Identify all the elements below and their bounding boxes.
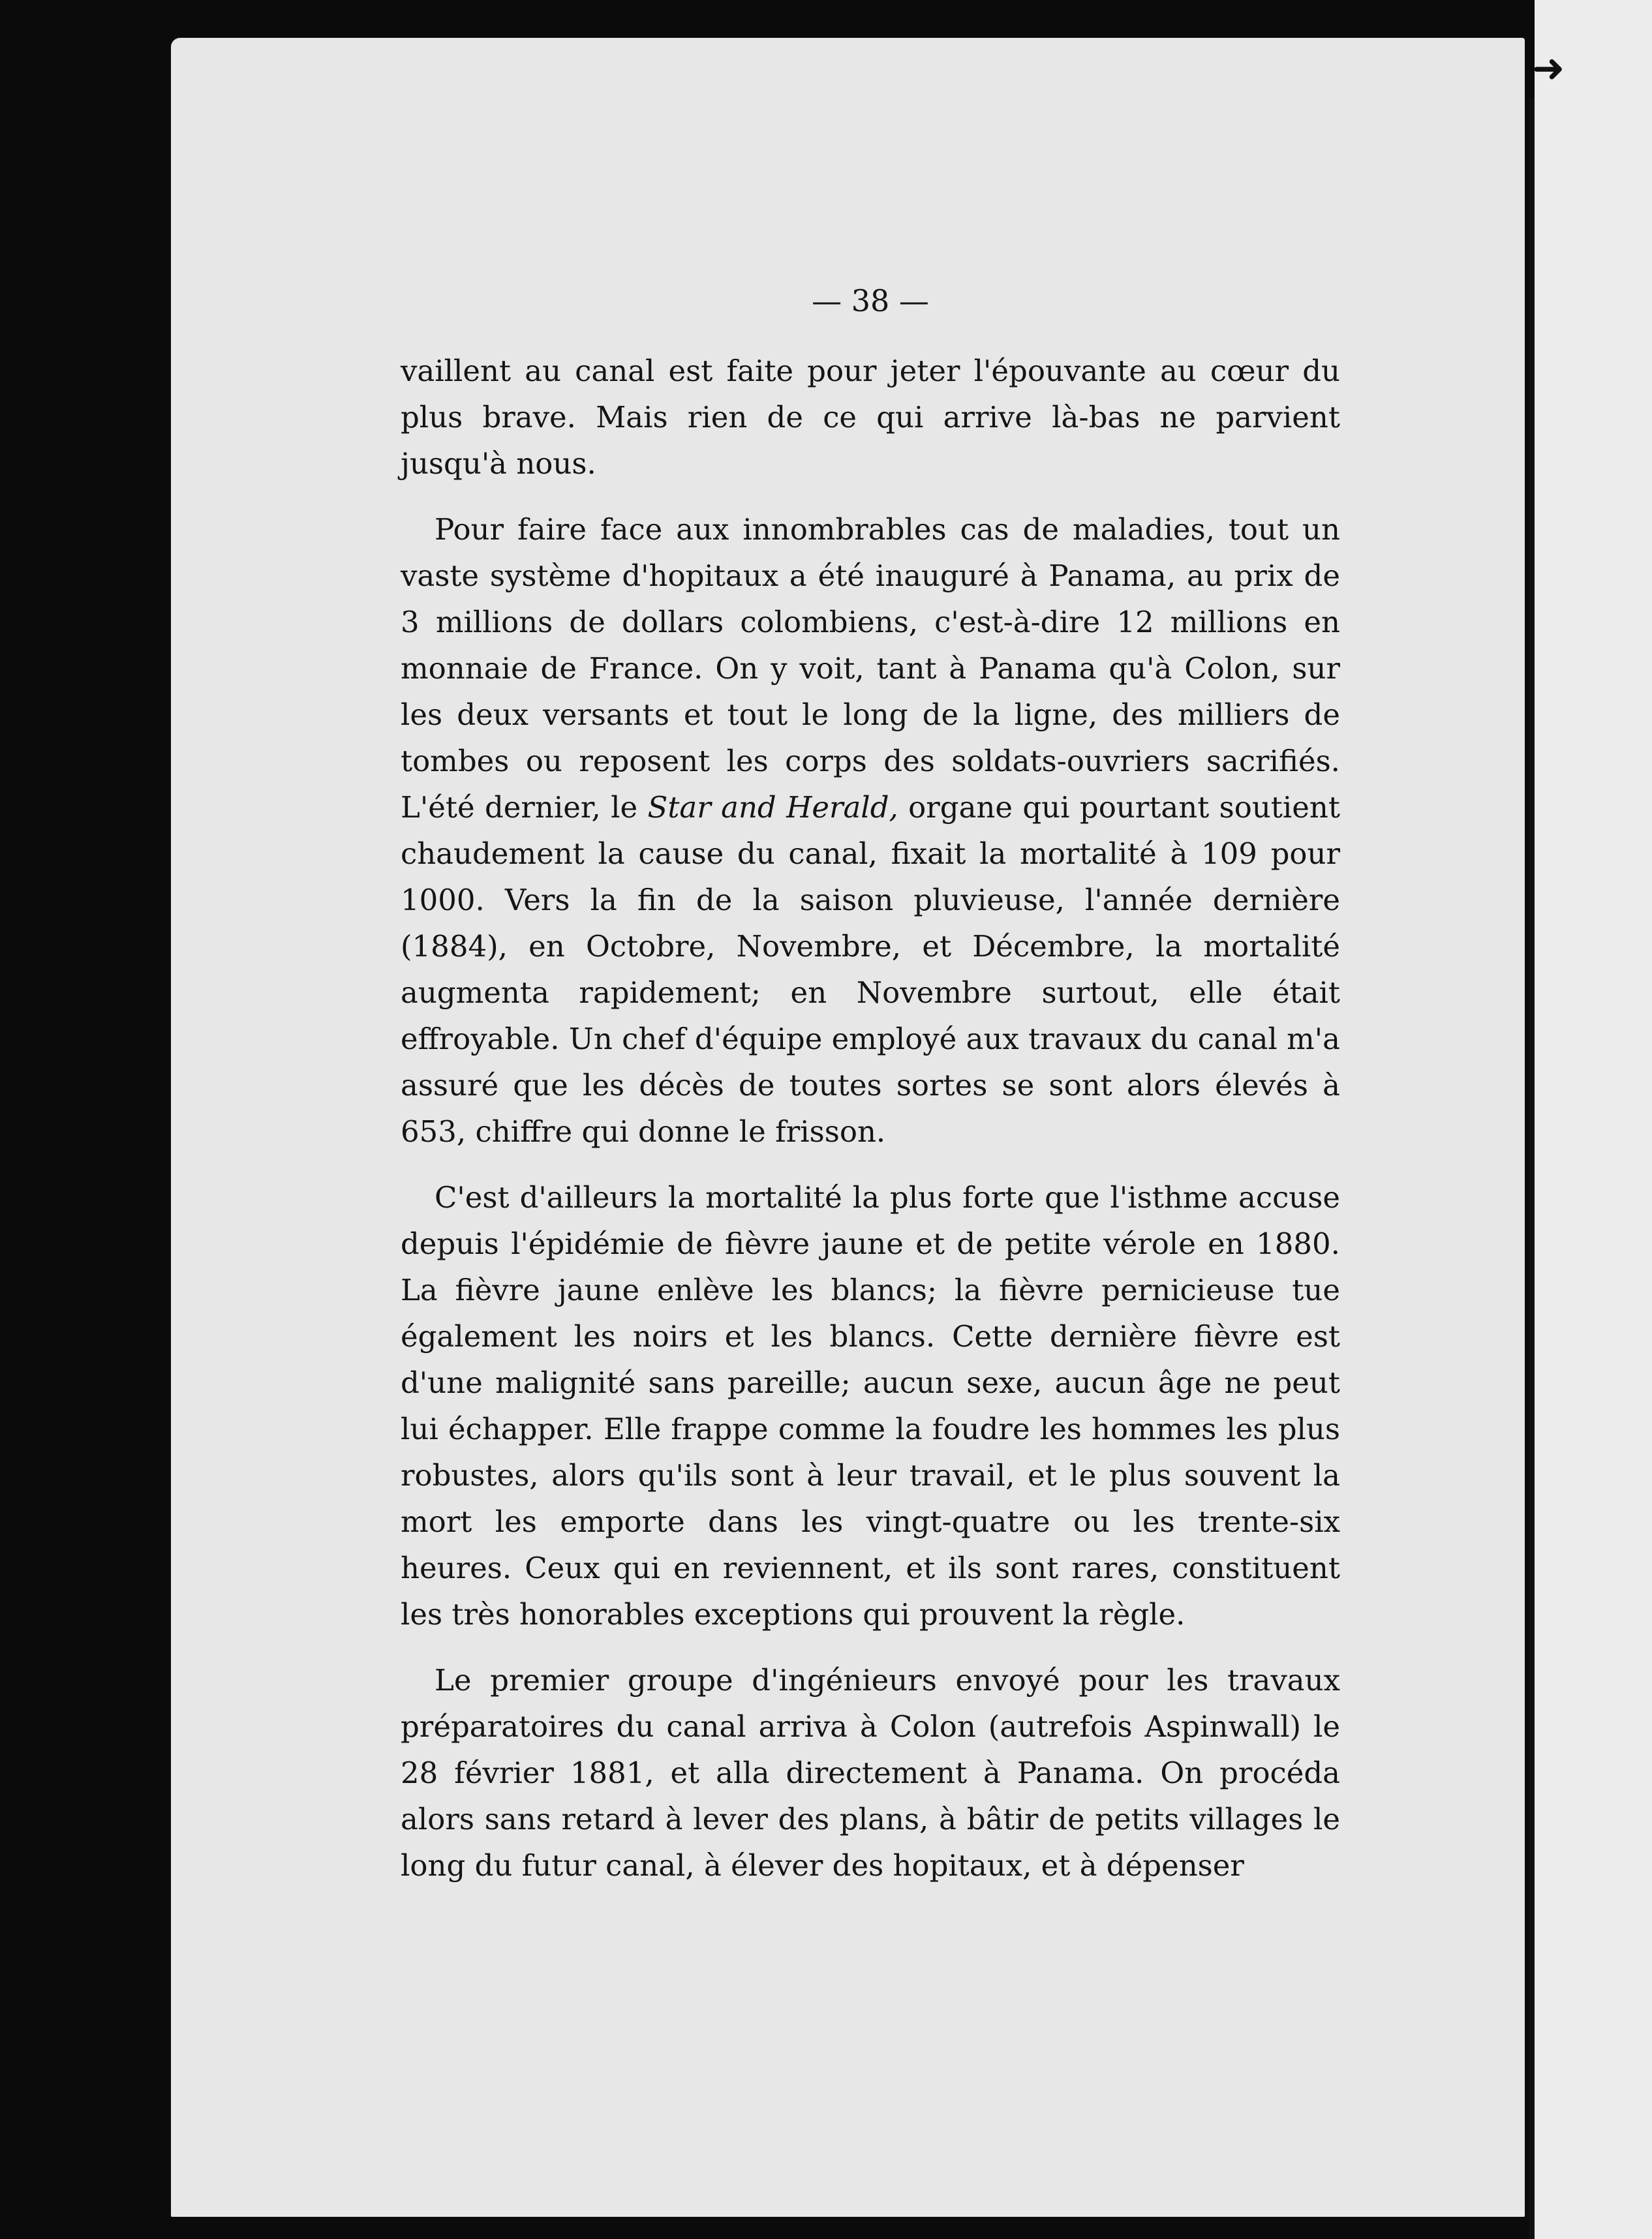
paragraph-4-text: Le premier groupe d'ingénieurs envoyé pour les travaux préparatoires du canal arriva à Colon (autrefois Aspinwall) le 28 février 1881, et alla directement à Panama. On procéda alors sans retard à lever des plans, à bâtir de petits villages le long du futur canal, à élever des hopitaux, et à dépenser: [401, 1663, 1340, 1883]
facing-page-edge: [1535, 0, 1652, 2239]
paragraph-1-text: vaillent au canal est faite pour jeter l'épouvante au cœur du plus brave. Mais rien de ce qui arrive là-bas ne parvient jusqu'à nous.: [401, 354, 1340, 481]
paragraph-2-text-after: organe qui pourtant soutient chaudement la cause du canal, fixait la mortalité à 109 pour 1000. Vers la fin de la saison pluvieuse, l'année dernière (1884), en Octobre, Novembre, et Décembre, la mortalité augmenta rapidement; en Novembre surtout, elle était effroyable. Un chef d'équipe employé aux travaux du canal m'a assuré que les décès de toutes sortes se sont alors élevés à 653, chiffre qui donne le frisson.: [401, 790, 1340, 1149]
paragraph-1: [401, 348, 1340, 487]
page-number: — 38 —: [812, 283, 929, 318]
paragraph-3: [401, 1174, 1340, 1637]
paragraph-2: [401, 506, 1340, 1155]
paragraph-3-text: C'est d'ailleurs la mortalité la plus forte que l'isthme accuse depuis l'épidémie de fièvre jaune et de petite vérole en 1880. La fièvre jaune enlève les blancs; la fièvre pernicieuse tue également les noirs et les blancs. Cette dernière fièvre est d'une malignité sans pareille; aucun sexe, aucun âge ne peut lui échapper. Elle frappe comme la foudre les hommes les plus robustes, alors qu'ils sont à leur travail, et le plus souvent la mort les emporte dans les vingt-quatre ou les trente-six heures. Ceux qui en reviennent, et ils sont rares, constituent les très honorables exceptions qui prouvent la règle.: [401, 1180, 1340, 1632]
paragraph-2-text-before: Pour faire face aux innombrables cas de maladies, tout un vaste système d'hopitaux a été inauguré à Panama, au prix de 3 millions de dollars colombiens, c'est-à-dire 12 millions en monnaie de France. On y voit, tant à Panama qu'à Colon, sur les deux versants et tout le long de la ligne, des milliers de tombes ou reposent les corps des soldats-ouvriers sacrifiés. L'été dernier, le: [401, 512, 1340, 825]
newspaper-title: Star and Herald,: [647, 790, 898, 825]
paragraph-4: [401, 1657, 1340, 1889]
edge-arrow-mark: ➜: [1532, 46, 1565, 91]
page-text: [401, 271, 1340, 1908]
